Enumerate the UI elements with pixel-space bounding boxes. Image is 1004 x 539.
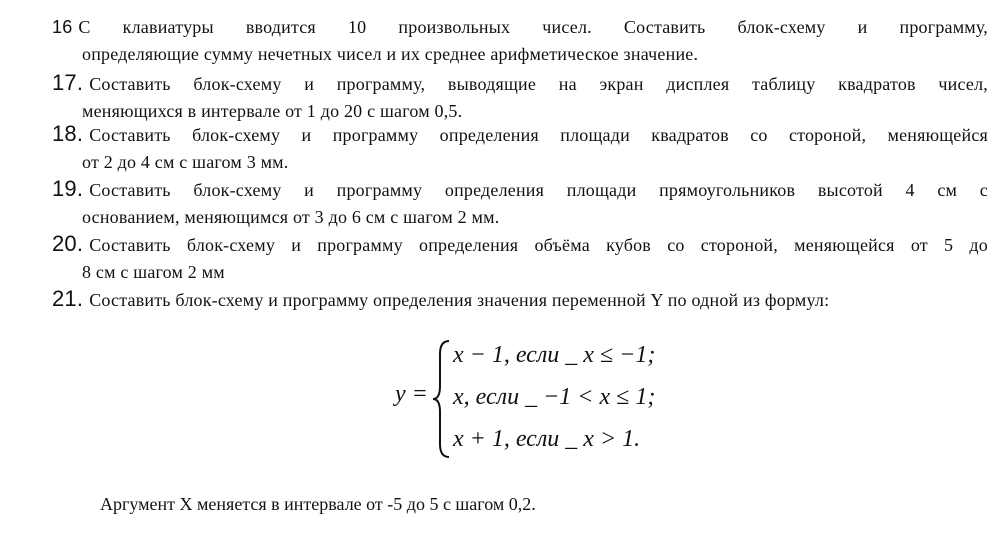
task-20: [52, 230, 988, 286]
task-17-number: 17.: [52, 70, 84, 95]
task-18-line-1: [52, 120, 988, 149]
task-19: [52, 175, 988, 231]
task-16-text-1: С клавиатуры вводится 10 произвольных чисел. Составить блок-схему и программу,: [78, 17, 988, 37]
task-21-number: 21.: [52, 286, 84, 311]
task-18: [52, 120, 988, 176]
task-17: [52, 69, 988, 125]
task-21-line-1: [52, 285, 988, 314]
task-21: [52, 285, 988, 314]
task-16-number: 16: [52, 17, 73, 37]
task-18-text-1: Составить блок-схему и программу определения площади квадратов со стороной, меняющейся: [89, 125, 988, 145]
task-17-line-1: [52, 69, 988, 98]
task-16: [52, 14, 988, 68]
formula-case-2: x, если _ −1 < x ≤ 1;: [453, 384, 656, 410]
task-19-line-1: [52, 175, 988, 204]
task-20-number: 20.: [52, 231, 84, 256]
argument-note: Аргумент X меняется в интервале от -5 до 5 с шагом 0,2.: [100, 494, 536, 514]
task-20-line-1: [52, 230, 988, 259]
piecewise-formula: [395, 338, 685, 460]
task-21-text-1: Составить блок-схему и программу определения значения переменной Y по одной из формул:: [89, 290, 830, 310]
task-16-line-2: определяющие сумму нечетных чисел и их среднее арифметическое значение.: [82, 44, 699, 64]
task-17-text-1: Составить блок-схему и программу, выводящие на экран дисплея таблицу квадратов чисел,: [89, 74, 988, 94]
task-20-text-1: Составить блок-схему и программу определения объёма кубов со стороной, меняющейся от 5 до: [89, 235, 988, 255]
task-18-number: 18.: [52, 121, 84, 146]
curly-brace-icon: [431, 338, 453, 460]
task-17-line-2: меняющихся в интервале от 1 до 20 с шагом 0,5.: [82, 101, 463, 121]
formula-case-3: x + 1, если _ x > 1.: [453, 426, 641, 452]
formula-case-1: x − 1, если _ x ≤ −1;: [453, 342, 656, 368]
task-16-line-1: [52, 14, 988, 41]
formula-lhs: y =: [395, 381, 428, 407]
task-18-line-2: от 2 до 4 см с шагом 3 мм.: [82, 152, 289, 172]
task-19-line-2: основанием, меняющимся от 3 до 6 см с шагом 2 мм.: [82, 207, 500, 227]
task-19-text-1: Составить блок-схему и программу определения площади прямоугольников высотой 4 см с: [89, 180, 988, 200]
task-20-line-2: 8 см с шагом 2 мм: [82, 262, 225, 282]
task-19-number: 19.: [52, 176, 84, 201]
